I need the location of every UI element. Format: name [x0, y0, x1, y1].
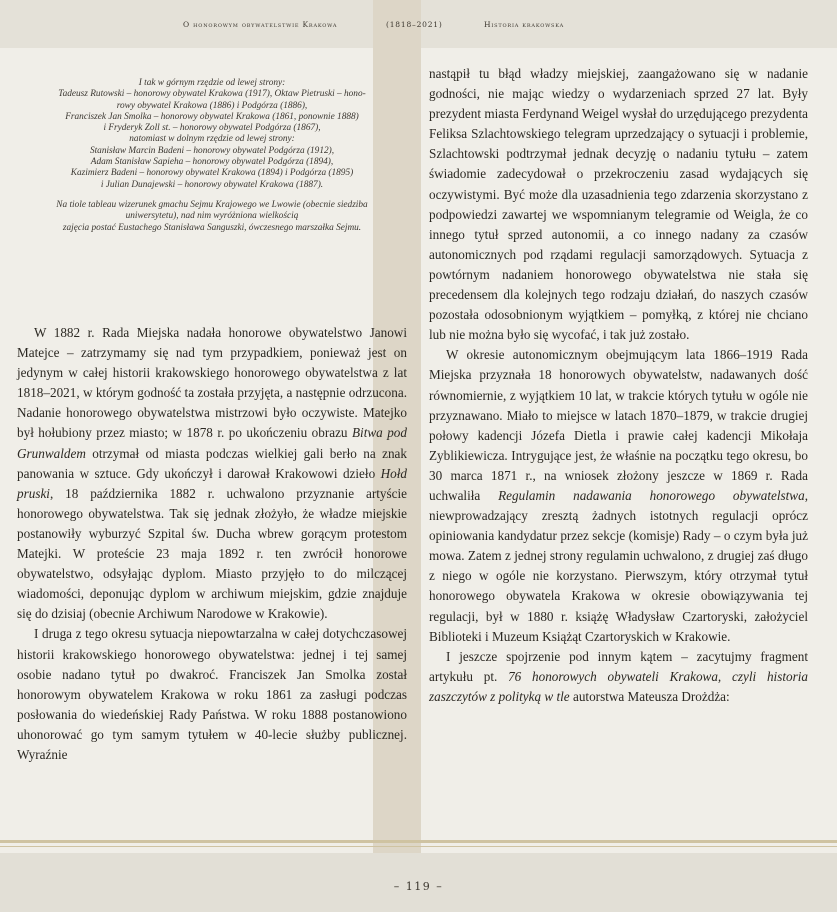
paragraph-weigel: nastąpił tu błąd władzy miejskiej, zaangażowano się w nadanie godności, nie mając wiedzy o wydarzeniach sprzed 27 lat. Były prezydent miasta Ferdynand Weigel wysłał do urzędującego prezydenta Feliksa Szlachtowskiego telegram uprzedzający o sytuacji i problemie, Szlachtowski podtrzymał jednak decyzję o nadaniu tytułu – zatem świadomie zadecydował o przekroczeniu zasad wydających się oczywistymi. Być może dla uzasadnienia tego zdarzenia skorzystano z podpowiedzi zawartej we wspomnianym telegramie od Weigla, że co innego tytuł sprzed autonomii, a co innego nadany za czasów autonomicznych pod rządami regulacji samorządowych. Sytuacja z powtórnym nadaniem honorowego obywatelstwa nie stała się precedensem dla kolejnych tego rodzaju działań, do naszych czasów pozostała odosobnionym wyjątkiem – pomyłką, z której nie chciano lub nie można było się wycofać, i tak już zostało. [429, 66, 808, 343]
work-title-bitwa: Bitwa pod Grunwaldem [17, 425, 407, 461]
paragraph-autonomy: W okresie autonomicznym obejmującym lata 1866–1919 Rada Miejska przyznała 18 honorowych obywatelstw, nadawanych dość równomiernie, z wyjątkiem 10 lat, w trakcie których tytułu w ogóle nie przyznawano. Miało to miejsce w latach 1870–1879, w trakcie drugiej połowy kadencji Józefa Dietla i prawie całej kadencji Mikołaja Zyblikiewicza. Intrygujące jest, że właśnie na początku tego okresu, bo 30 marca 1871 r., na wniosek złożony jeszcze w 1869 r. Rada uchwaliła Regulamin nadawania honorowego obywatelstwa, niewprowadzający zresztą żadnych istotnych regulacji oprócz opiniowania kandydatur przez sekcje (komisje) Rady – o czym była już mowa. Zatem z jednej strony regulamin uchwalono, z drugiej zaś długo z niego w ogóle nie korzystano. Pierwszym, który otrzymał tytuł honorowego obywatela Krakowa w okresie obowiązywania tej regulacji, był w 1880 r. książę Władysław Czartoryski, założyciel Biblioteki i Muzeum Książąt Czartoryskich w Krakowie. [429, 347, 808, 644]
caption-line: Franciszek Jan Smolka – honorowy obywatel Krakowa (1861, ponownie 1888) [65, 111, 359, 122]
header-right-title: Historia krakowska [484, 20, 565, 29]
paragraph-smolka: I druga z tego okresu sytuacja niepowtarzalna w całej dotychczasowej historii krakowskiego honorowego obywatelstwa: jednej i tej samej osobie nadano tytuł po dwakroć. Franciszek Jan Smolka został honorowym obywatelem Krakowa w roku 1861 za zasługi podczas posłowania do wiedeńskiej Rady Państwa. W roku 1888 postanowiono uhonorować go tym samym tytułem w 40-lecie służby publicznej. Wyraźnie [17, 626, 407, 762]
figure-caption [18, 78, 406, 234]
caption-line: Kazimierz Badeni – honorowy obywatel Krakowa (1894) i Podgórza (1895) [70, 168, 354, 179]
caption-line: Tadeusz Rutowski – honorowy obywatel Krakowa (1917), Oktaw Pietruski – hono- [58, 89, 366, 100]
caption-line: natomiast w dolnym rzędzie od lewej strony: [129, 134, 295, 145]
caption-line: i Fryderyk Zoll st. – honorowy obywatel Podgórza (1867), [103, 123, 321, 134]
regulation-title: Regulamin nadawania honorowego obywatelstwa [498, 487, 805, 503]
caption-line: i Julian Dunajewski – honorowy obywatel Krakowa (1887). [100, 179, 324, 190]
right-text-column [429, 64, 808, 707]
work-title-hold: Hołd pruski [17, 465, 407, 501]
header-center-dates: (1818–2021) [386, 20, 443, 29]
paragraph-matejko: W 1882 r. Rada Miejska nadała honorowe obywatelstwo Janowi Matejce – zatrzymamy się nad tym przypadkiem, ponieważ jest on jedynym w całej historii krakowskiego honorowego obywatelstwa z lat 1818–2021, w którym godność ta została przyjęta, a następnie odrzucona. Nadanie honorowego obywatelstwa mistrzowi było oczywiste. Matejko był hołubiony przez miasto; w 1878 r. po ukończeniu obrazu Bitwa pod Grunwaldem otrzymał od miasta podczas wielkiej gali berło na znak panowania w sztuce. Gdy ukończył i darował Krakowowi dzieło Hołd pruski, 18 października 1882 r. uchwalono przyznanie artyście honorowego obywatelstwa. Tak się jednak złożyło, że władze miejskie postanowiły wyburzyć Szpital św. Ducha wbrew gorącym protestom Matejki. W proteście 23 maja 1892 r. ten zwrócił honorowe obywatelstwo, odsyłając dyplom. Miasto przyjęło to do milczącej wiadomości, deponując dyplom w archiwum miejskim, gdzie znajduje się do dzisiaj (obecnie Archiwum Narodowe w Krakowie). [17, 325, 407, 622]
caption-note-line: Na tiole tableau wizerunek gmachu Sejmu Krajowego we Lwowie (obecnie siedziba [56, 199, 368, 210]
footer-rule [0, 840, 837, 843]
caption-line: rowy obywatel Krakowa (1886) i Podgórza (1886), [116, 100, 308, 111]
paragraph-citation: I jeszcze spojrzenie pod innym kątem – zacytujmy fragment artykułu pt. 76 honorowych obywateli Krakowa, czyli historia zaszczytów z polityką w tle autorstwa Mateusza Drożdża: [429, 648, 808, 704]
header-left-title: O honorowym obywatelstwie Krakowa [183, 20, 338, 29]
page-number: – 119 – [393, 880, 444, 893]
caption-line: Adam Stanisław Sapieha – honorowy obywatel Podgórza (1894), [90, 157, 334, 168]
caption-line: Stanisław Marcin Badeni – honorowy obywatel Podgórza (1912), [89, 145, 335, 156]
footer-rule-thin [0, 846, 837, 847]
caption-line: I tak w górnym rzędzie od lewej strony: [138, 78, 286, 88]
caption-note-line: uniwersytetu), nad nim wyróżniona wielkością [125, 211, 299, 222]
caption-note-line: zajęcia postać Eustachego Stanisława Sanguszki, ówczesnego marszałka Sejmu. [62, 222, 362, 233]
article-title: 76 honorowych obywateli Krakowa, czyli historia zaszczytów z polityką w tle [429, 668, 808, 704]
left-text-column [17, 323, 407, 765]
